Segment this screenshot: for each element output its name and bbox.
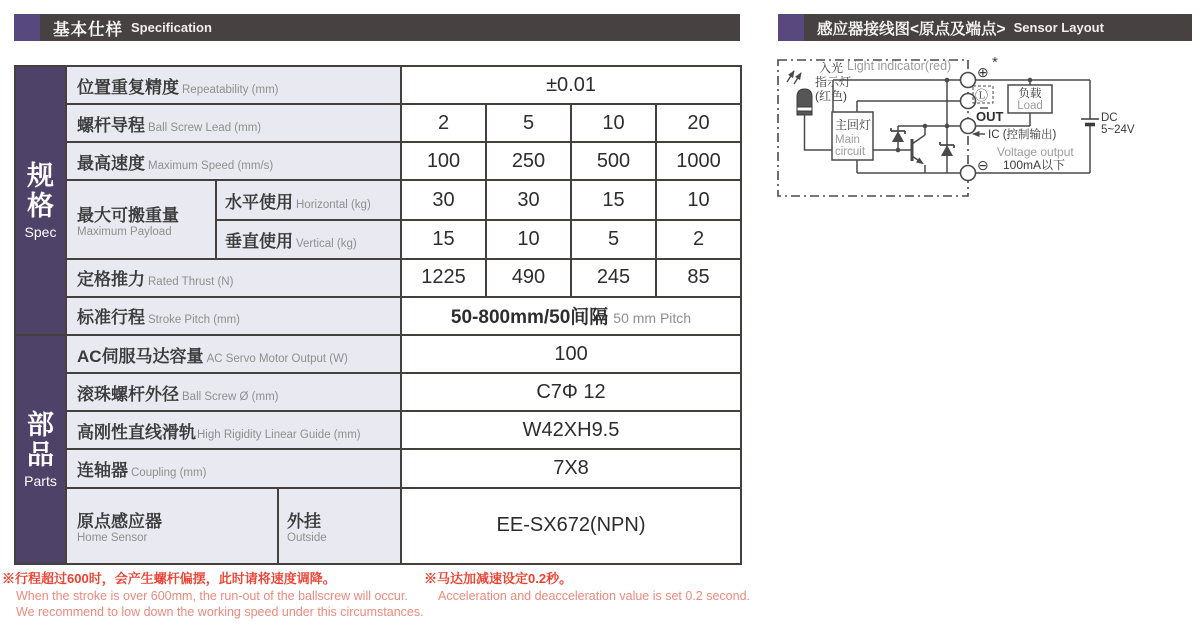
row-value: EE-SX672(NPN) [401,488,741,564]
cell-value: 10 [656,180,741,219]
row-value: 100 [401,335,741,373]
footnote-en: Acceleration and deacceleration value is set 0.2 second. [438,588,750,603]
main-circuit-label-zh: 主回灯 [835,118,872,132]
zener-diode-icon [891,128,905,142]
sensor-layout-header [778,14,1192,41]
dc-label: DC [1101,112,1118,124]
sensor-header-title-zh: 感应器接线图<原点及端点> [817,20,1006,38]
load-label-en: Load [1017,100,1043,112]
cell-value: 15 [401,220,486,259]
main-circuit-label-en: Main [835,134,860,146]
load-label-zh: 负载 [1018,88,1042,100]
subrow-label: 垂直使用 Vertical (kg) [216,220,401,259]
row-stroke [15,297,741,335]
minus-terminal-icon: ⊖ [977,157,989,173]
section-label-en: Spec [24,224,57,241]
row-repeatability [15,66,741,104]
row-label: 连轴器 Coupling (mm) [66,449,401,487]
row-coupling [15,449,741,487]
row-value: 50-800mm/50间隔 50 mm Pitch [401,297,741,335]
cell-value: 2 [656,220,741,259]
sensor-header-title-en: Sensor Layout [1013,20,1104,35]
row-label: AC伺服马达容量 AC Servo Motor Output (W) [66,335,401,373]
section-label-zh: 规格 [27,160,54,221]
row-ball-screw-lead [15,104,741,142]
row-label: 最高速度 Maximum Speed (mm/s) [66,142,401,180]
ic-output-label: IC (控制输出) [988,129,1057,141]
cell-value: 10 [571,104,656,142]
footnote-en: We recommend to low down the working speed under this circumstances. [16,604,424,619]
voltage-output-label: Voltage output [997,145,1074,159]
subrow-label-outside: 外挂 Outside [278,488,401,564]
footnote-stroke-warning [2,571,424,620]
row-home-sensor [15,488,741,564]
row-label-payload: 最大可搬重量 Maximum Payload [66,180,216,258]
cell-value: 30 [401,180,486,219]
row-linear-guide [15,411,741,449]
dc-range-label: 5~24V [1101,124,1135,136]
cell-value: 250 [486,142,571,180]
transistor-icon [912,135,925,164]
footnote-en: When the stroke is over 600mm, the run-out of the ballscrew will occur. [16,588,408,603]
row-label: 定格推力 Rated Thrust (N) [66,259,401,297]
cell-value: 5 [571,220,656,259]
cell-value: 10 [486,220,571,259]
out-terminal-label: OUT [976,109,1004,124]
light-indicator-label-zh: 入光 [819,61,844,75]
cell-value: 30 [486,180,571,219]
section-label-zh: 部品 [27,409,54,470]
sensor-wiring-diagram [775,50,1200,212]
row-ball-screw-dia [15,373,741,411]
battery-icon [1081,119,1099,125]
cell-value: 15 [571,180,656,219]
cell-value: 20 [656,104,741,142]
row-label: 位置重复精度 Repeatability (mm) [66,66,401,104]
cell-value: 85 [656,259,741,297]
footnote-acceleration [424,571,750,604]
row-label: 螺杆导程 Ball Screw Lead (mm) [66,104,401,142]
light-ray-arrows-icon [787,71,801,84]
light-indicator-label-zh: (红色) [815,89,847,103]
spec-table [14,65,742,565]
row-max-speed [15,142,741,180]
main-circuit-label-en: circuit [835,146,866,158]
row-label-home-sensor: 原点感应器 Home Sensor [66,488,278,564]
row-rated-thrust [15,259,741,297]
cell-value: 2 [401,104,486,142]
led-indicator-icon [797,89,812,115]
cell-value: 5 [486,104,571,142]
row-label: 滚珠螺杆外径 Ball Screw Ø (mm) [66,373,401,411]
accent-square-icon [14,14,40,41]
row-label: 标准行程 Stroke Pitch (mm) [66,297,401,335]
plus-terminal-icon: ⊕ [977,64,989,80]
l-terminal-icon: Ⓛ [975,88,989,103]
row-label: 高刚性直线滑轨High Rigidity Linear Guide (mm) [66,411,401,449]
cell-value: 490 [486,259,571,297]
row-value: ±0.01 [401,66,741,104]
cell-value: 100 [401,142,486,180]
subrow-label: 水平使用 Horizontal (kg) [216,180,401,219]
section-sidebar-parts [15,335,66,564]
footnote-zh: ※马达加减速设定0.2秒。 [424,571,573,586]
current-limit-label: 100mA以下 [1003,158,1066,172]
cell-value: 500 [571,142,656,180]
section-sidebar-spec [15,66,66,335]
spec-section-header [14,14,740,41]
spec-header-title-en: Specification [131,20,212,35]
asterisk-mark: * [992,54,998,71]
cell-value: 1000 [656,142,741,180]
row-payload-horizontal [15,180,741,219]
zener-diode-icon [940,142,954,156]
footnote-zh: ※行程超过600时，会产生螺杆偏摆，此时请将速度调降。 [2,571,336,586]
row-servo-output [15,335,741,373]
accent-square-icon [778,14,804,41]
cell-value: 1225 [401,259,486,297]
row-value: C7Φ 12 [401,373,741,411]
row-value: W42XH9.5 [401,411,741,449]
cell-value: 245 [571,259,656,297]
light-indicator-label-zh: 指示灯 [815,75,852,89]
spec-header-title-zh: 基本仕样 [53,20,123,39]
light-indicator-label-en: Light indicator(red) [847,59,952,73]
section-label-en: Parts [24,473,57,490]
row-value: 7X8 [401,449,741,487]
